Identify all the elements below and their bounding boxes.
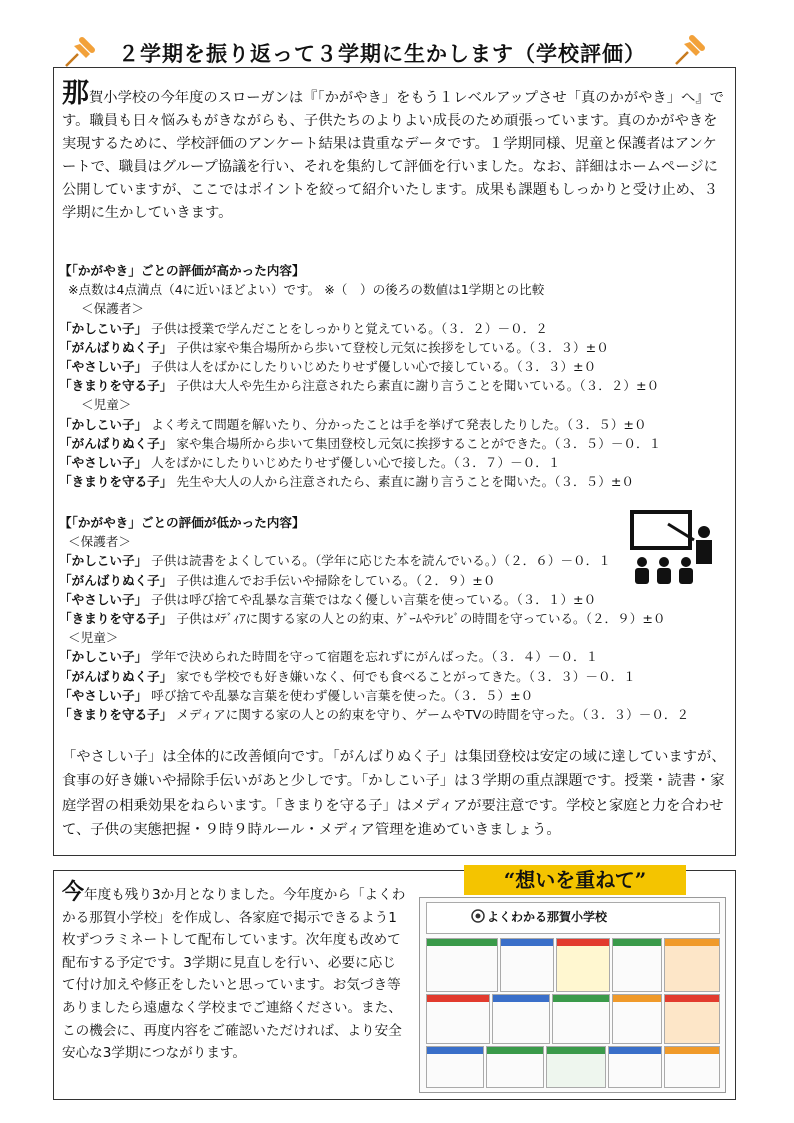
thumbnail-panel xyxy=(426,938,498,992)
page-title: ２学期を振り返って３学期に生かします（学校評価） xyxy=(118,42,646,66)
thumbnail-title: よくわかる那賀小学校 xyxy=(487,910,608,924)
thumbnail-panel xyxy=(612,938,662,992)
intro-text: 賀小学校の今年度のスローガンは『「かがやき」をもう１レベルアップさせ「真のかがやき」へ』です。職員も日々悩みもがきながらも、子供たちのよりよい成長のため頑張っています。真のかがやきを実現するために、学校評価のアンケート結果は貴重なデータです。１学期同様、児童と保護者はアンケートで、職員はグループ協議を行い、それを集約して評価を行いました。なお、詳細はホームページに公開していますが、ここではポイントを絞って紹介いたします。成果も課題もしっかりと受け止め、３学期に生かしていきます。 xyxy=(62,90,724,221)
list-item: 「きまりを守る子」 先生や大人の人から注意されたら、素直に謝り言うことを聞いた。（３．５）±０ xyxy=(59,474,634,490)
thumbnail-panel xyxy=(426,1046,484,1088)
thumbnail-panel xyxy=(546,1046,606,1088)
list-item: 「きまりを守る子」 子供はﾒﾃﾞｨｱに関する家の人との約束、ｹﾞｰﾑやﾃﾚﾋﾞの時間を守っている。（２．９）±０ xyxy=(59,610,666,626)
list-item: 「がんばりぬく子」 子供は家や集合場所から歩いて登校し元気に挨拶をしている。（３．３）±０ xyxy=(59,339,609,355)
list-item: 「かしこい子」 子供は授業で学んだことをしっかりと覚えている。（３．２）－０．２ xyxy=(59,320,548,336)
group-label: ＜保護者＞ xyxy=(68,534,131,550)
title-row xyxy=(0,34,794,70)
list-item: 「やさしい子」 呼び捨てや乱暴な言葉を使わず優しい言葉を使った。（３．５）±０ xyxy=(59,687,534,703)
thumbnail-panel xyxy=(492,994,550,1044)
message-box xyxy=(53,870,736,1100)
score-note: ※点数は4点満点（4に近いほどよい）です。 ※（ ）の後ろの数値は1学期との比較 xyxy=(68,282,545,298)
banner-title: “想いを重ねて” xyxy=(464,865,686,895)
section-heading: 【「かがやき」ごとの評価が高かった内容】 xyxy=(59,263,305,278)
summary-paragraph: 「やさしい子」は全体的に改善傾向です。「がんばりぬく子」は集団登校は安定の域に達していますが、食事の好き嫌いや掃除手伝いがあと少しです。「かしこい子」は３学期の重点課題です。授業・読書・家庭学習の相乗効果をねらいます。「きまりを守る子」はメディアが要注意です。学校と家庭と力を合わせて、子供の実態把握・９時９時ルール・メディア管理を進めていきましょう。 xyxy=(62,749,726,839)
list-item: 「きまりを守る子」 メディアに関する家の人との約束を守り、ゲームやTVの時間を守った。（３．３）－０．２ xyxy=(59,706,690,722)
evaluation-box xyxy=(53,67,736,856)
section-heading: 【「かがやき」ごとの評価が低かった内容】 xyxy=(59,515,305,530)
handout-thumbnail xyxy=(419,897,726,1093)
thumbnail-panel xyxy=(664,994,720,1044)
list-item: 「やさしい子」 人をばかにしたりいじめたりせず優しい心で接した。（３．７）－０．１ xyxy=(59,454,561,470)
thumbnail-panel xyxy=(664,1046,720,1088)
thumbnail-panel xyxy=(500,938,554,992)
pushpin-icon xyxy=(62,36,96,70)
group-label: ＜保護者＞ xyxy=(81,301,144,317)
thumbnail-panel xyxy=(608,1046,662,1088)
list-item: 「かしこい子」 よく考えて問題を解いたり、分かったことは手を挙げて発表したりした。（３．５）±０ xyxy=(59,416,647,432)
thumbnail-panel xyxy=(556,938,610,992)
drop-cap: 今 xyxy=(62,880,85,905)
list-item: 「がんばりぬく子」 子供は進んでお手伝いや掃除をしている。（２．９）±０ xyxy=(59,572,496,588)
drop-cap: 那 xyxy=(62,78,89,109)
message-text: 年度も残り3か月となりました。今年度から「よくわかる那賀小学校」を作成し、各家庭で掲示できるよう1枚ずつラミネートして配布しています。次年度も改めて配布する予定です。3学期に見直しを行い、必要に応じて付け加えや修正をしたいと思っています。お気づき等ありましたら遠慮なく学校までご連絡ください。また、この機会に、再度内容をご確認いただければ、より安全安心な3学期につながります。 xyxy=(62,887,406,1062)
high-section xyxy=(59,261,729,491)
thumbnail-panel xyxy=(552,994,610,1044)
low-section xyxy=(59,513,729,724)
thumbnail-panel xyxy=(612,994,662,1044)
list-item: 「やさしい子」 子供は人をばかにしたりいじめたりせず優しい心で接している。（３．３）±０ xyxy=(59,358,597,374)
message-paragraph xyxy=(62,881,407,1065)
list-item: 「かしこい子」 学年で決められた時間を守って宿題を忘れずにがんばった。（３．４）－０．１ xyxy=(59,649,599,665)
thumbnail-panel xyxy=(426,994,490,1044)
list-item: 「きまりを守る子」 子供は大人や先生から注意されたら素直に謝り言うことを聞いている。（３．２）±０ xyxy=(59,378,660,394)
school-emblem-icon xyxy=(471,909,485,923)
list-item: 「がんばりぬく子」 家でも学校でも好き嫌いなく、何でも食べることがってきた。（３．３）－０．１ xyxy=(59,668,636,684)
list-item: 「がんばりぬく子」 家や集合場所から歩いて集団登校し元気に挨拶することができた。（３．５）－０．１ xyxy=(59,435,662,451)
list-item: 「やさしい子」 子供は呼び捨てや乱暴な言葉ではなく優しい言葉を使っている。（３．１）±０ xyxy=(59,591,597,607)
thumbnail-panel xyxy=(664,938,720,992)
thumbnail-panel xyxy=(486,1046,544,1088)
thumbnail-header xyxy=(426,902,720,934)
pushpin-icon xyxy=(672,34,706,68)
group-label: ＜児童＞ xyxy=(68,630,119,646)
intro-paragraph xyxy=(62,78,726,225)
list-item: 「かしこい子」 子供は読書をよくしている。（学年に応じた本を読んでいる。）（２．６）－０．１ xyxy=(59,553,611,569)
group-label: ＜児童＞ xyxy=(81,397,132,413)
